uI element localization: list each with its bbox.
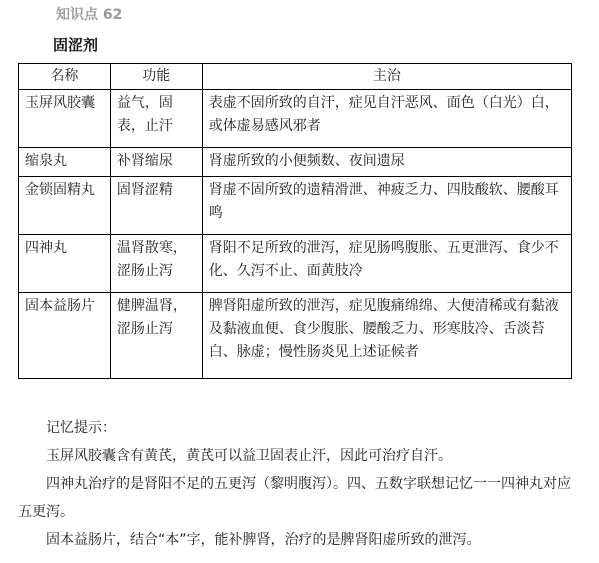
memory-tip-line: 玉屏风胶囊含有黄芪，黄芪可以益卫固表止汗，因此可治疗自汗。 — [46, 448, 452, 464]
cell-function: 固肾涩精 — [110, 177, 202, 235]
cell-function: 健脾温肾，涩肠止泻 — [110, 293, 202, 379]
cell-function: 益气，固表，止汗 — [110, 90, 202, 148]
table-row — [19, 148, 572, 177]
cell-name: 玉屏风胶囊 — [19, 90, 111, 148]
memory-tips — [18, 414, 578, 554]
cell-indication: 肾虚不固所致的遗精滑泄、神疲乏力、四肢酸软、腰酸耳鸣 — [202, 177, 571, 235]
cell-function: 补肾缩尿 — [110, 148, 202, 177]
knowledge-point-label: 知识点 62 — [56, 7, 123, 23]
header-indication: 主治 — [202, 64, 571, 90]
formula-table — [18, 63, 572, 379]
table-row — [19, 293, 572, 379]
cell-name: 四神丸 — [19, 235, 111, 293]
cell-indication: 脾肾阳虚所致的泄泻，症见腹痛绵绵、大便清稀或有黏液及黏液血便、食少腹胀、腰酸乏力、形寒肢冷、舌淡苔白、脉虚；慢性肠炎见上述证候者 — [202, 293, 571, 379]
header-name: 名称 — [19, 64, 111, 90]
cell-indication: 肾虚所致的小便频数、夜间遗尿 — [202, 148, 571, 177]
table-row — [19, 90, 572, 148]
cell-name: 固本益肠片 — [19, 293, 111, 379]
table-row — [19, 177, 572, 235]
memory-tips-label: 记忆提示： — [46, 420, 116, 436]
memory-tip-line: 固本益肠片，结合“本”字，能补脾肾，治疗的是脾肾阳虚所致的泄泻。 — [46, 532, 481, 548]
table-header-row — [19, 64, 572, 90]
header-function: 功能 — [110, 64, 202, 90]
cell-function: 温肾散寒，涩肠止泻 — [110, 235, 202, 293]
cell-name: 金锁固精丸 — [19, 177, 111, 235]
memory-tip-line: 四神丸治疗的是肾阳不足的五更泻（黎明腹泻）。四、五数字联想记忆一一四神丸对应五更泻。 — [18, 476, 571, 520]
section-title: 固涩剂 — [53, 36, 99, 54]
table-row — [19, 235, 572, 293]
cell-name: 缩泉丸 — [19, 148, 111, 177]
cell-indication: 肾阳不足所致的泄泻，症见肠鸣腹胀、五更泄泻、食少不化、久泻不止、面黄肢冷 — [202, 235, 571, 293]
cell-indication: 表虚不固所致的自汗，症见自汗恶风、面色（白光）白，或体虚易感风邪者 — [202, 90, 571, 148]
